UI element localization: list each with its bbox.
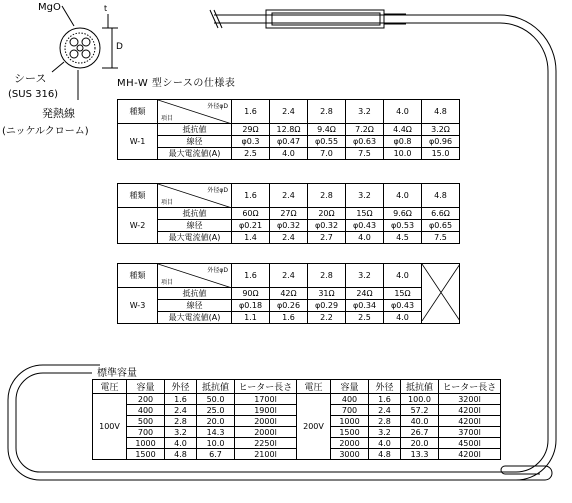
nichrome-label: (ニッケルクローム)	[2, 126, 89, 137]
spec-value: φ0.32	[308, 220, 346, 232]
spec-value: 7.5	[422, 232, 460, 244]
spec-row	[118, 136, 460, 148]
spec-value: 27Ω	[270, 208, 308, 220]
corner-top-label: 外径φD	[207, 267, 228, 274]
thickness-label: t	[104, 4, 108, 13]
spec-header-row	[118, 100, 460, 124]
capacity-header: 電圧	[297, 380, 331, 394]
diameter-header: 1.6	[232, 264, 270, 288]
diameter-header: 2.4	[270, 184, 308, 208]
spec-value: φ0.32	[270, 220, 308, 232]
capacity-header: 電圧	[93, 380, 127, 394]
diameter-header: 1.6	[232, 100, 270, 124]
capacity-value: 4.0	[369, 438, 401, 449]
type-cell: W-1	[118, 124, 158, 160]
spec-value: 31Ω	[308, 288, 346, 300]
spec-header-row	[118, 264, 460, 288]
capacity-title: 標準容量	[97, 368, 137, 379]
spec-value: 15Ω	[346, 208, 384, 220]
capacity-value: 4.8	[369, 449, 401, 460]
capacity-value: 700	[127, 427, 165, 438]
spec-value: 1.4	[232, 232, 270, 244]
capacity-value: 4.0	[165, 438, 197, 449]
spec-value: 7.2Ω	[346, 124, 384, 136]
spec-row	[118, 300, 460, 312]
voltage-cell: 100V	[93, 394, 127, 460]
spec-value: 12.8Ω	[270, 124, 308, 136]
capacity-value: 50.0	[197, 394, 235, 405]
capacity-value: 3000	[331, 449, 369, 460]
capacity-value: 2.4	[369, 405, 401, 416]
capacity-value: 1.6	[369, 394, 401, 405]
empty-crossed-cell	[422, 264, 460, 324]
spec-value: φ0.96	[422, 136, 460, 148]
spec-value: 60Ω	[232, 208, 270, 220]
spec-header-row	[118, 184, 460, 208]
mgo-label: MgO	[38, 2, 61, 13]
spec-value: 7.5	[346, 148, 384, 160]
item-label: 線径	[158, 220, 232, 232]
corner-bottom-label: 項目	[161, 199, 174, 206]
capacity-value: 6.7	[197, 449, 235, 460]
spec-value: 24Ω	[346, 288, 384, 300]
diameter-header: 4.0	[384, 264, 422, 288]
capacity-row	[93, 394, 501, 405]
diameter-header: 4.0	[384, 184, 422, 208]
spec-value: φ0.34	[346, 300, 384, 312]
spec-value: φ0.55	[308, 136, 346, 148]
capacity-value: 1500	[331, 427, 369, 438]
capacity-value: 400	[331, 394, 369, 405]
capacity-value: 200	[127, 394, 165, 405]
item-label: 最大電流値(A)	[158, 312, 232, 324]
spec-value: φ0.21	[232, 220, 270, 232]
spec-value: φ0.47	[270, 136, 308, 148]
diameter-header: 2.4	[270, 264, 308, 288]
diameter-header: 4.0	[384, 100, 422, 124]
spec-value: φ0.53	[384, 220, 422, 232]
spec-value: φ0.29	[308, 300, 346, 312]
spec-value: φ0.65	[422, 220, 460, 232]
spec-value: 4.0	[346, 232, 384, 244]
spec-row	[118, 208, 460, 220]
spec-value: 7.0	[308, 148, 346, 160]
spec-value: 10.0	[384, 148, 422, 160]
spec-value: 4.0	[270, 148, 308, 160]
capacity-value: 700	[331, 405, 369, 416]
spec-value: 9.4Ω	[308, 124, 346, 136]
capacity-value: 400	[127, 405, 165, 416]
spec-value: 20Ω	[308, 208, 346, 220]
capacity-header: ヒーター長さ	[439, 380, 501, 394]
spec-row	[118, 232, 460, 244]
capacity-value: 2.8	[165, 416, 197, 427]
capacity-value: 13.3	[401, 449, 439, 460]
spec-value: 90Ω	[232, 288, 270, 300]
spec-value: 2.4	[270, 232, 308, 244]
spec-value: 4.4Ω	[384, 124, 422, 136]
item-label: 最大電流値(A)	[158, 148, 232, 160]
capacity-value: 2250l	[235, 438, 297, 449]
spec-row	[118, 148, 460, 160]
spec-value: φ0.3	[232, 136, 270, 148]
spec-value: 4.5	[384, 232, 422, 244]
spec-value: 42Ω	[270, 288, 308, 300]
spec-value: 3.2Ω	[422, 124, 460, 136]
type-cell: W-3	[118, 288, 158, 324]
capacity-value: 20.0	[401, 438, 439, 449]
spec-row	[118, 288, 460, 300]
corner-top-label: 外径φD	[207, 103, 228, 110]
spec-value: 6.6Ω	[422, 208, 460, 220]
capacity-value: 2000l	[235, 427, 297, 438]
capacity-value: 40.0	[401, 416, 439, 427]
capacity-value: 1.6	[165, 394, 197, 405]
capacity-value: 10.0	[197, 438, 235, 449]
spec-table-w-1	[117, 99, 460, 160]
item-label: 抵抗値	[158, 288, 232, 300]
spec-value: φ0.8	[384, 136, 422, 148]
diameter-header: 2.8	[308, 100, 346, 124]
item-label: 線径	[158, 136, 232, 148]
diameter-header: 2.8	[308, 264, 346, 288]
spec-value: 15Ω	[384, 288, 422, 300]
diameter-header: 2.4	[270, 100, 308, 124]
spec-table-w-2	[117, 183, 460, 244]
kind-header: 種類	[118, 100, 158, 124]
capacity-value: 4200l	[439, 449, 501, 460]
capacity-header: 外径	[369, 380, 401, 394]
capacity-value: 2.8	[369, 416, 401, 427]
spec-value: 4.0	[384, 312, 422, 324]
capacity-value: 2000l	[235, 416, 297, 427]
spec-value: 15.0	[422, 148, 460, 160]
spec-row	[118, 220, 460, 232]
corner-cell	[158, 264, 232, 288]
corner-bottom-label: 項目	[161, 279, 174, 286]
capacity-value: 4500l	[439, 438, 501, 449]
capacity-value: 1500	[127, 449, 165, 460]
kind-header: 種類	[118, 184, 158, 208]
spec-table-w-3	[117, 263, 460, 324]
spec-row	[118, 124, 460, 136]
corner-cell	[158, 184, 232, 208]
capacity-value: 3.2	[165, 427, 197, 438]
capacity-value: 100.0	[401, 394, 439, 405]
item-label: 抵抗値	[158, 208, 232, 220]
capacity-value: 2000	[331, 438, 369, 449]
spec-row	[118, 312, 460, 324]
voltage-cell: 200V	[297, 394, 331, 460]
capacity-table	[92, 379, 501, 460]
capacity-value: 3700l	[439, 427, 501, 438]
capacity-value: 1000	[331, 416, 369, 427]
diameter-header: 3.2	[346, 100, 384, 124]
spec-value: 2.5	[346, 312, 384, 324]
capacity-value: 2.4	[165, 405, 197, 416]
spec-value: 9.6Ω	[384, 208, 422, 220]
spec-value: φ0.26	[270, 300, 308, 312]
spec-value: φ0.43	[346, 220, 384, 232]
capacity-value: 4.8	[165, 449, 197, 460]
diameter-header: 4.8	[422, 100, 460, 124]
item-label: 最大電流値(A)	[158, 232, 232, 244]
spec-value: 29Ω	[232, 124, 270, 136]
diameter-label: D	[116, 42, 123, 52]
diameter-header: 4.8	[422, 184, 460, 208]
capacity-header: 容量	[331, 380, 369, 394]
corner-top-label: 外径φD	[207, 187, 228, 194]
spec-value: φ0.63	[346, 136, 384, 148]
spec-value: 2.2	[308, 312, 346, 324]
spec-value: φ0.18	[232, 300, 270, 312]
capacity-header: ヒーター長さ	[235, 380, 297, 394]
kind-header: 種類	[118, 264, 158, 288]
corner-bottom-label: 項目	[161, 115, 174, 122]
capacity-value: 3.2	[369, 427, 401, 438]
capacity-value: 4200l	[439, 416, 501, 427]
capacity-value: 57.2	[401, 405, 439, 416]
capacity-value: 500	[127, 416, 165, 427]
capacity-header-row	[93, 380, 501, 394]
capacity-header: 抵抗値	[197, 380, 235, 394]
type-cell: W-2	[118, 208, 158, 244]
capacity-value: 1000	[127, 438, 165, 449]
item-label: 抵抗値	[158, 124, 232, 136]
capacity-header: 外径	[165, 380, 197, 394]
spec-value: 2.7	[308, 232, 346, 244]
capacity-value: 1700l	[235, 394, 297, 405]
spec-value: 2.5	[232, 148, 270, 160]
heater-wire-label: 発熱線	[42, 107, 75, 120]
capacity-value: 4200l	[439, 405, 501, 416]
capacity-value: 14.3	[197, 427, 235, 438]
capacity-value: 3200l	[439, 394, 501, 405]
diameter-header: 1.6	[232, 184, 270, 208]
diameter-header: 3.2	[346, 184, 384, 208]
sus-label: (SUS 316)	[8, 89, 59, 100]
corner-cell	[158, 100, 232, 124]
capacity-header: 抵抗値	[401, 380, 439, 394]
capacity-value: 26.7	[401, 427, 439, 438]
capacity-value: 25.0	[197, 405, 235, 416]
spec-value: 1.6	[270, 312, 308, 324]
capacity-value: 1900l	[235, 405, 297, 416]
spec-value: φ0.43	[384, 300, 422, 312]
diameter-header: 2.8	[308, 184, 346, 208]
capacity-value: 2100l	[235, 449, 297, 460]
spec-value: 1.1	[232, 312, 270, 324]
diameter-header: 3.2	[346, 264, 384, 288]
capacity-header: 容量	[127, 380, 165, 394]
spec-title: MH-W 型シースの仕様表	[117, 78, 236, 89]
capacity-value: 20.0	[197, 416, 235, 427]
item-label: 線径	[158, 300, 232, 312]
sheath-label: シース	[14, 72, 47, 85]
